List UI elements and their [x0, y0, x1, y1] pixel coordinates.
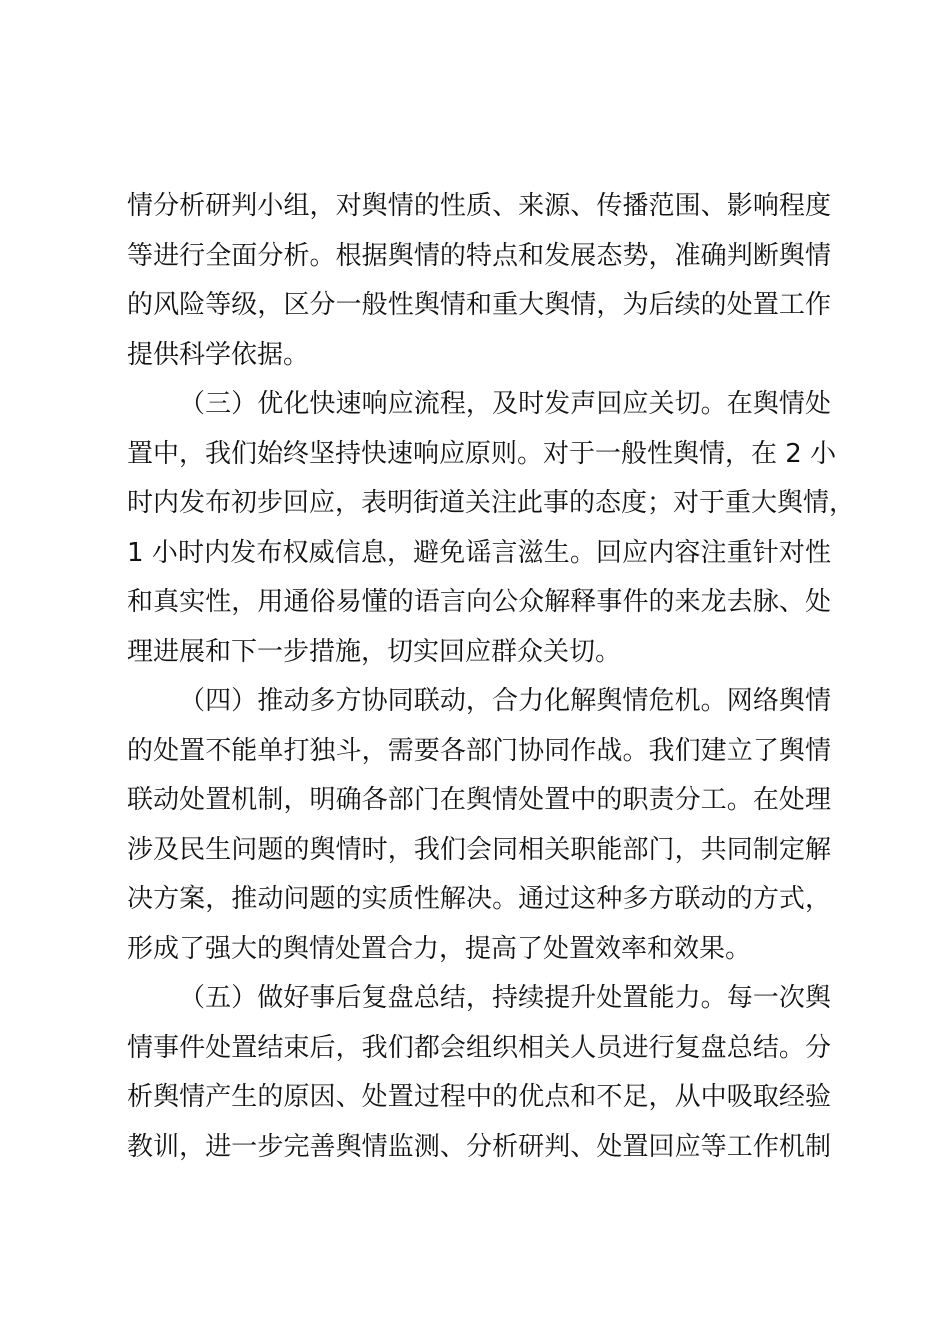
text-line: 教训，进一步完善舆情监测、分析研判、处置回应等工作机制: [127, 1131, 831, 1162]
text-line: 的风险等级，区分一般性舆情和重大舆情，为后续的处置工作: [127, 290, 831, 320]
text-line: 提供科学依据。: [127, 339, 310, 370]
text-line: 的处置不能单打独斗，需要各部门协同作战。我们建立了舆情: [127, 735, 831, 766]
text-line: （四）推动多方协同联动，合力化解舆情危机。网络舆情: [179, 686, 831, 716]
text-line: 形成了强大的舆情处置合力，提高了处置效率和效果。: [127, 933, 752, 964]
text-line: 时内发布初步回应，表明街道关注此事的态度；对于重大舆情，: [127, 488, 856, 518]
text-line: （三）优化快速响应流程，及时发声回应关切。在舆情处: [179, 389, 831, 419]
text-line: 情事件处置结束后，我们都会组织相关人员进行复盘总结。分: [127, 1032, 831, 1063]
text-line: 1 小时内发布权威信息，避免谣言滋生。回应内容注重针对性: [127, 537, 831, 568]
text-line: 置中，我们始终坚持快速响应原则。对于一般性舆情，在 2 小: [127, 438, 837, 469]
document-body: [127, 182, 856, 1172]
text-line: 决方案，推动问题的实质性解决。通过这种多方联动的方式，: [127, 884, 831, 914]
text-line: 理进展和下一步措施，切实回应群众关切。: [127, 636, 622, 667]
text-line: 和真实性，用通俗易懂的语言向公众解释事件的来龙去脉、处: [127, 587, 831, 617]
text-line: （五）做好事后复盘总结，持续提升处置能力。每一次舆: [179, 983, 831, 1013]
text-line: 情分析研判小组，对舆情的性质、来源、传播范围、影响程度: [127, 191, 831, 221]
text-line: 涉及民生问题的舆情时，我们会同相关职能部门，共同制定解: [127, 834, 831, 865]
text-line: 联动处置机制，明确各部门在舆情处置中的职责分工。在处理: [127, 785, 831, 815]
text-line: 析舆情产生的原因、处置过程中的优点和不足，从中吸取经验: [127, 1082, 831, 1112]
text-line: 等进行全面分析。根据舆情的特点和发展态势，准确判断舆情: [127, 240, 831, 271]
